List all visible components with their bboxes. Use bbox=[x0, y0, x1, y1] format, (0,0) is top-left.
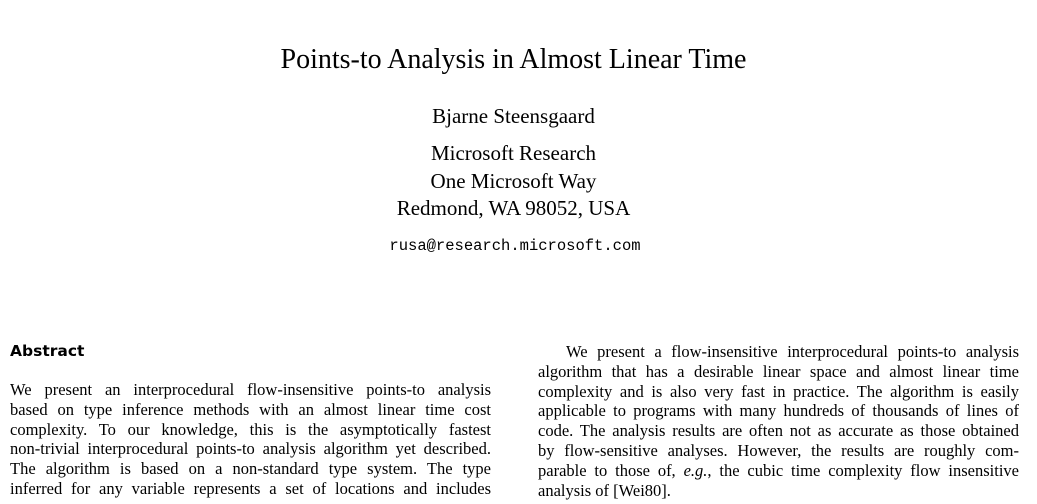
emphasis-text: e.g. bbox=[683, 460, 708, 480]
paragraph-line: complexity and is also very fast in practice. The algorithm is easily bbox=[538, 381, 1019, 401]
abstract-line: The algorithm is based on a non-standard type system. The type bbox=[10, 459, 491, 479]
author-affiliation bbox=[0, 140, 1027, 223]
abstract-line: We present an interprocedural flow-insensitive points-to analysis bbox=[10, 380, 491, 399]
affiliation-line: Redmond, WA 98052, USA bbox=[396, 196, 631, 220]
author-name: Bjarne Steensgaard bbox=[432, 104, 595, 128]
abstract-line: non-trivial interprocedural points-to analysis algorithm yet described. bbox=[10, 439, 491, 459]
abstract-line: inferred for any variable represents a set of locations and includes bbox=[10, 478, 491, 498]
paper-title: Points-to Analysis in Almost Linear Time bbox=[280, 44, 747, 75]
paragraph-line: code. The analysis results are often not as accurate as those obtained bbox=[538, 421, 1019, 441]
abstract-body bbox=[10, 380, 491, 499]
abstract-line: based on type inference methods with an almost linear time cost bbox=[10, 399, 491, 419]
intro-paragraph bbox=[538, 342, 1019, 500]
author-email: rusa@research.microsoft.com bbox=[389, 237, 641, 255]
abstract-heading: Abstract bbox=[10, 342, 85, 360]
line-text: , the cubic time complexity flow insensitive bbox=[707, 460, 1019, 480]
abstract-line: complexity. To our knowledge, this is the asymptotically fastest bbox=[10, 419, 491, 439]
affiliation-line: Microsoft Research bbox=[430, 141, 597, 165]
paragraph-line: analysis of [Wei80]. bbox=[538, 480, 671, 500]
affiliation-line: One Microsoft Way bbox=[430, 168, 597, 193]
paragraph-line: algorithm that has a desirable linear space and almost linear time bbox=[538, 361, 1019, 381]
line-text: parable to those of, bbox=[538, 460, 684, 480]
paragraph-line: applicable to programs with many hundreds of thousands of lines of bbox=[538, 401, 1019, 421]
paragraph-line bbox=[538, 461, 1019, 481]
paragraph-line: by flow-sensitive analyses. However, the results are roughly com- bbox=[538, 440, 1019, 460]
paragraph-line: We present a flow-insensitive interprocedural points-to analysis bbox=[566, 342, 1019, 361]
